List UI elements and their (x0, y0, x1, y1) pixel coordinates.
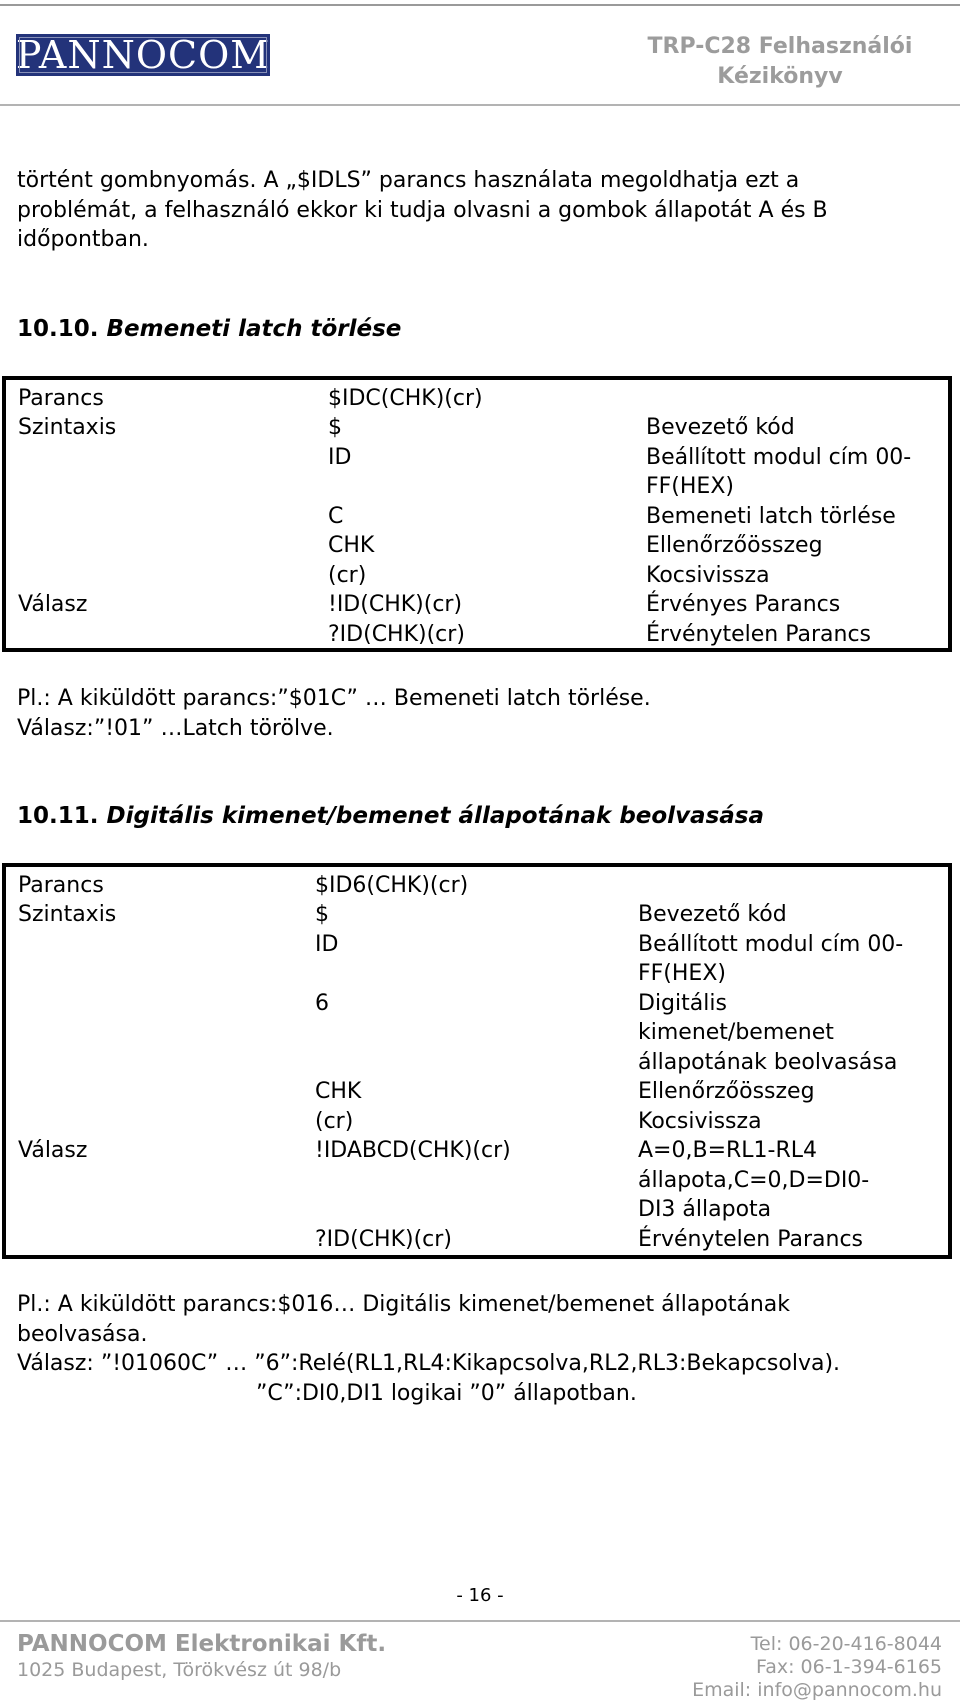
table-cell: Érvénytelen Parancs (646, 622, 871, 647)
table-cell: $ID6(CHK)(cr) (315, 873, 469, 898)
manual-title (620, 32, 940, 92)
example-command-line: Pl.: A kiküldött parancs:”$01C” … Bemeneti latch törlése. (17, 686, 651, 711)
table-cell: Érvényes Parancs (646, 592, 841, 617)
table-cell: Szintaxis (18, 902, 117, 927)
table-cell: CHK (328, 533, 375, 558)
section-title: Bemeneti latch törlése (106, 316, 402, 342)
footer-rule (0, 1620, 960, 1622)
table-cell: Parancs (18, 386, 104, 411)
footer-email: Email: info@pannocom.hu (692, 1679, 942, 1701)
footer-fax: Fax: 06-1-394-6165 (756, 1656, 942, 1678)
table-cell: !IDABCD(CHK)(cr) (315, 1138, 511, 1163)
section-title: Digitális kimenet/bemenet állapotának beolvasása (106, 803, 765, 829)
table-cell: Bemeneti latch törlése (646, 504, 896, 529)
section-heading-10-10 (17, 315, 401, 345)
table-cell: $IDC(CHK)(cr) (328, 386, 483, 411)
table-cell: 6 (315, 991, 329, 1016)
intro-line-3: időpontban. (17, 227, 149, 252)
table-cell: Kocsivissza (638, 1109, 762, 1134)
table-cell: ?ID(CHK)(cr) (328, 622, 465, 647)
pannocom-logo (16, 34, 270, 76)
table-cell: Beállított modul cím 00- (646, 445, 912, 470)
table-cell: !ID(CHK)(cr) (328, 592, 463, 617)
manual-title-line1: TRP-C28 Felhasználói (647, 34, 913, 59)
example-command-line: Pl.: A kiküldött parancs:$016… Digitális kimenet/bemenet állapotának (17, 1292, 791, 1317)
table-cell: FF(HEX) (646, 474, 734, 499)
table-cell: Digitális (638, 991, 727, 1016)
table-cell: ID (315, 932, 339, 957)
table-cell: állapota,C=0,D=DI0- (638, 1168, 870, 1193)
example-response-line-cont: ”C”:DI0,DI1 logikai ”0” állapotban. (256, 1381, 637, 1406)
table-cell: (cr) (328, 563, 367, 588)
example-command-line-cont: beolvasása. (17, 1322, 148, 1347)
table-cell: állapotának beolvasása (638, 1050, 898, 1075)
table-cell: $ (315, 902, 329, 927)
footer-company: PANNOCOM Elektronikai Kft. (17, 1631, 387, 1657)
command-table-latch-clear (2, 376, 952, 652)
section-number: 10.10. (17, 316, 99, 342)
logo-text: PANNOCOM (15, 33, 271, 77)
table-cell: Válasz (18, 592, 88, 617)
table-cell: ID (328, 445, 352, 470)
table-cell: C (328, 504, 344, 529)
table-cell: Beállított modul cím 00- (638, 932, 904, 957)
example-response-line: Válasz:”!01” …Latch törölve. (17, 716, 334, 741)
section-heading-10-11 (17, 802, 764, 832)
table-cell: Ellenőrzőösszeg (638, 1079, 815, 1104)
example-response-line: Válasz: ”!01060C” … ”6”:Relé(RL1,RL4:Kikapcsolva,RL2,RL3:Bekapcsolva). (17, 1351, 841, 1376)
intro-line-1: történt gombnyomás. A „$IDLS” parancs használata megoldhatja ezt a (17, 168, 800, 193)
table-cell: CHK (315, 1079, 362, 1104)
table-cell: Szintaxis (18, 415, 117, 440)
table-cell: Kocsivissza (646, 563, 770, 588)
header-top-rule (0, 4, 960, 6)
footer-address: 1025 Budapest, Törökvész út 98/b (17, 1659, 342, 1681)
table-cell: DI3 állapota (638, 1197, 772, 1222)
command-table-digital-io-read (2, 863, 952, 1259)
table-cell: $ (328, 415, 342, 440)
table-cell: Ellenőrzőösszeg (646, 533, 823, 558)
page-number: - 16 - (456, 1585, 504, 1606)
table-cell: ?ID(CHK)(cr) (315, 1227, 452, 1252)
table-cell: Bevezető kód (638, 902, 787, 927)
table-cell: Parancs (18, 873, 104, 898)
logo-frame (19, 37, 267, 73)
table-cell: (cr) (315, 1109, 354, 1134)
footer-tel: Tel: 06-20-416-8044 (750, 1633, 942, 1655)
intro-line-2: problémát, a felhasználó ekkor ki tudja olvasni a gombok állapotát A és B (17, 198, 828, 223)
table-cell: kimenet/bemenet (638, 1020, 834, 1045)
header-bottom-rule (0, 104, 960, 106)
table-cell: FF(HEX) (638, 961, 726, 986)
section-number: 10.11. (17, 803, 99, 829)
manual-title-line2: Kézikönyv (717, 64, 843, 89)
table-cell: Válasz (18, 1138, 88, 1163)
table-cell: A=0,B=RL1-RL4 (638, 1138, 818, 1163)
table-cell: Érvénytelen Parancs (638, 1227, 863, 1252)
table-cell: Bevezető kód (646, 415, 795, 440)
